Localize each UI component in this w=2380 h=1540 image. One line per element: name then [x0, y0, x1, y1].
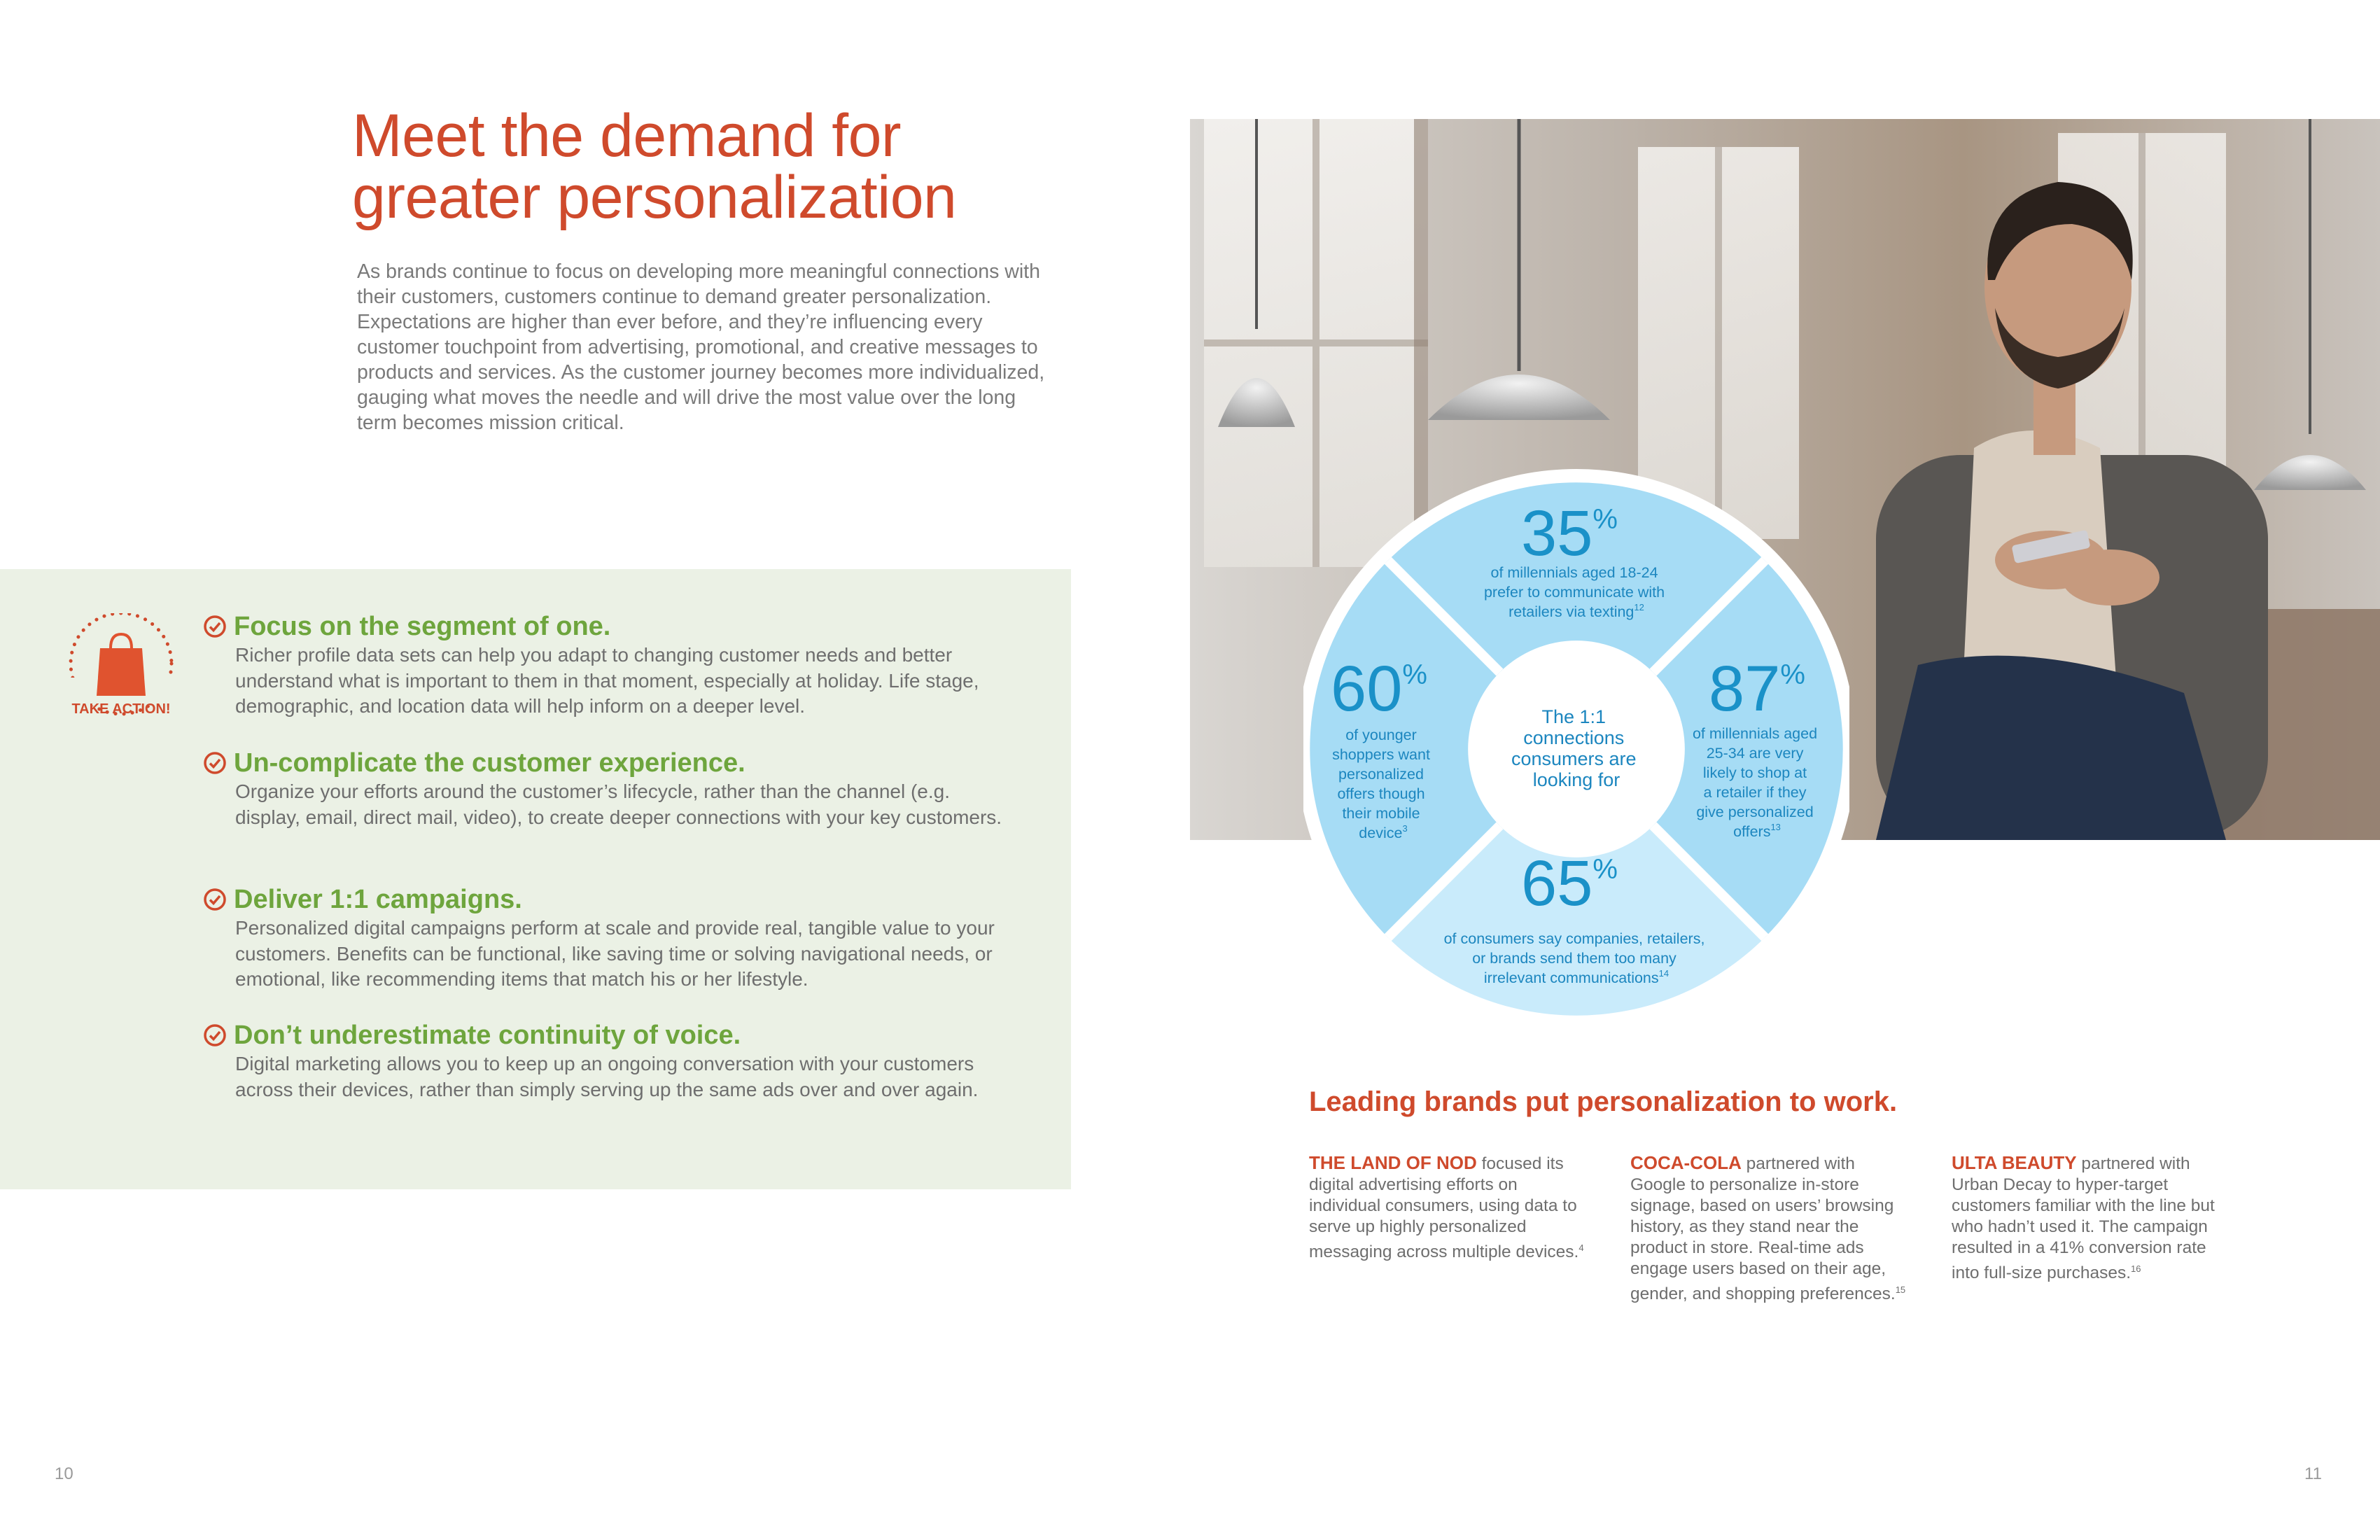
check-circle-icon: [203, 888, 227, 911]
tip-segment-of-one: [203, 610, 1008, 720]
case-text: partnered with Google to personalize in-store signage, based on users’ browsing history, as they stand near the product in store. Real-time ads engage users based on their age, gender, and shopping preferences.: [1630, 1154, 1896, 1304]
stat-right-caption: of millennials aged 25-34 are very likely to shop at a retailer if they give personalized offers$^{13}$: [1692, 725, 1818, 840]
check-circle-icon: [203, 615, 227, 638]
stat-bottom-value: 65%: [1521, 848, 1618, 919]
stat-top-value: 35%: [1521, 498, 1618, 569]
case-coca-cola: [1630, 1152, 1914, 1305]
case-land-of-nod: [1309, 1152, 1592, 1263]
brands-heading: Leading brands put personalization to work.: [1309, 1086, 1898, 1117]
stats-wheel: [1303, 465, 1849, 1029]
tip-heading: Deliver 1:1 campaigns.: [234, 885, 522, 914]
tip-continuity-of-voice: [203, 1019, 1008, 1102]
page-number-left: 10: [55, 1464, 74, 1483]
tip-body: Digital marketing allows you to keep up an ongoing conversation with your customers across their devices, rather than simply serving up the same ads over and over again.: [235, 1053, 979, 1100]
check-circle-icon: [203, 1023, 227, 1047]
case-text: partnered with Urban Decay to hyper-target customers familiar with the line but who hadn’t used it. The campaign resulted in a 41% conversion rate into full-size purchases.: [1952, 1154, 2215, 1283]
tip-heading: Un-complicate the customer experience.: [234, 748, 746, 778]
case-ref: 15: [1895, 1284, 1906, 1295]
check-circle-icon: [203, 751, 227, 775]
case-text: focused its digital advertising efforts on individual consumers, using data to serve up highly personalized messaging across multiple devices.: [1309, 1154, 1579, 1262]
tip-body: Richer profile data sets can help you adapt to changing customer needs and better understand what is important to them in that moment, especially at holiday. Life stage, demographic, and location data will help inform on a deeper level.: [235, 644, 979, 717]
tip-heading: Focus on the segment of one.: [234, 612, 611, 641]
case-brand: ULTA BEAUTY: [1952, 1152, 2077, 1173]
page-title: [352, 102, 1122, 231]
case-ulta-beauty: [1952, 1152, 2235, 1284]
tip-body: Organize your efforts around the customer’s lifecycle, rather than the channel (e.g. display, email, direct mail, video), to create deeper connections with your key customers.: [235, 780, 1002, 828]
take-action-badge: [62, 613, 181, 725]
title-line-2: greater personalization: [352, 164, 957, 231]
stat-right-value: 87%: [1709, 653, 1805, 724]
page-number-right: 11: [2304, 1464, 2322, 1483]
case-brand: THE LAND OF NOD: [1309, 1152, 1477, 1173]
case-brand: COCA-COLA: [1630, 1152, 1742, 1173]
stat-bottom-caption: of consumers say companies, retailers, or brands send them too many irrelevant communications$^{14}$: [1443, 930, 1705, 986]
center-caption: The 1:1 connections consumers are looking for: [1511, 706, 1637, 790]
stat-top-caption: of millennials aged 18-24 prefer to communicate with retailers via texting$^{12}$: [1483, 564, 1665, 620]
tip-heading: Don’t underestimate continuity of voice.: [234, 1021, 741, 1050]
take-action-label: TAKE ACTION!: [71, 701, 171, 717]
tip-body: Personalized digital campaigns perform at scale and provide real, tangible value to your customers. Benefits can be functional, like saving time or solving navigational needs, or emotional, like recommending items that match his or her lifestyle.: [235, 917, 995, 990]
intro-paragraph: As brands continue to focus on developing more meaningful connections with their customers, customers continue to demand greater personalization. Expectations are higher than ever before, and they’re influencing every customer touchpoint from advertising, promotional, and creative messages to products and services. As the customer journey becomes more individualized, gauging what moves the needle and will drive the most value over the long term becomes mission critical.: [357, 260, 1045, 434]
case-ref: 16: [2131, 1264, 2141, 1274]
stat-left-caption: of younger shoppers want personalized offers though their mobile device$^3$: [1332, 727, 1430, 841]
tip-one-to-one-campaigns: [203, 883, 1008, 993]
tip-uncomplicate: [203, 747, 1008, 830]
title-line-1: Meet the demand for: [352, 102, 902, 169]
stat-left-value: 60%: [1331, 653, 1427, 724]
case-ref: 4: [1578, 1242, 1584, 1253]
